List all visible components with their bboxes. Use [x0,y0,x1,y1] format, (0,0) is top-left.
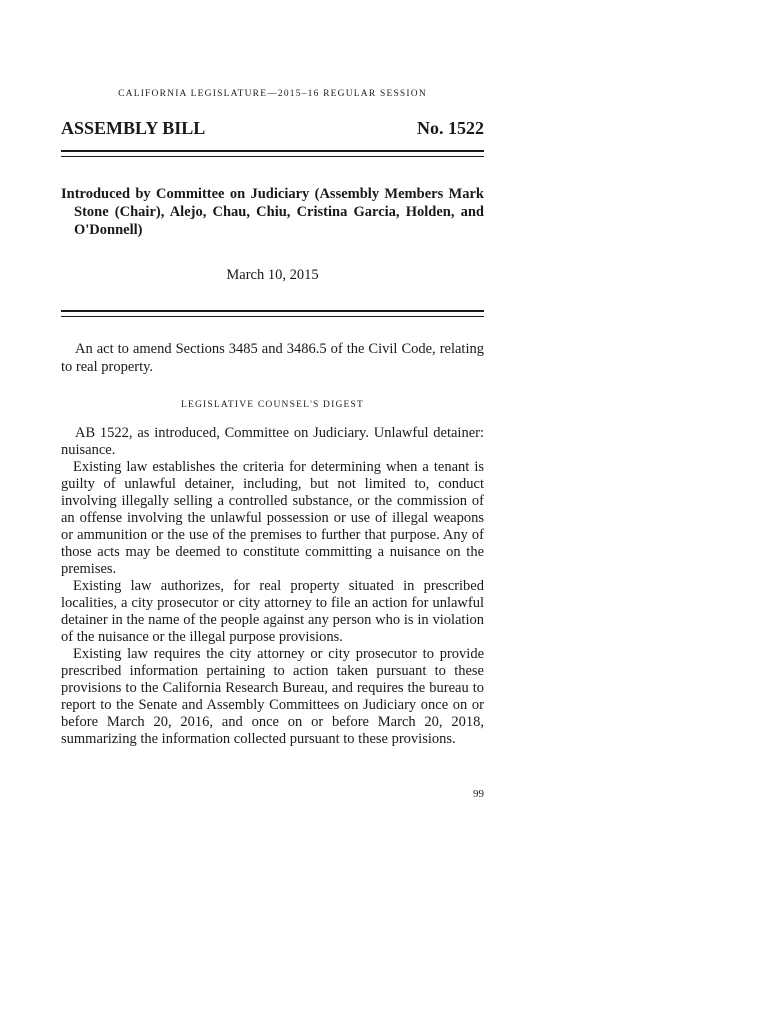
digest-heading: LEGISLATIVE COUNSEL'S DIGEST [180,400,365,410]
digest-body [61,425,484,748]
header-divider [61,150,484,157]
introduced-by: Introduced by Committee on Judiciary (Assembly Members Mark Stone (Chair), Alejo, Chau, Chiu, Cristina Garcia, Holden, and O'Donnell) [61,186,484,238]
act-description: An act to amend Sections 3485 and 3486.5 of the Civil Code, relating to real property. [61,341,484,375]
digest-paragraph: Existing law requires the city attorney or city prosecutor to provide prescribed information pertaining to action taken pursuant to these provisions to the California Research Bureau, and requires the bureau to report to the Senate and Assembly Committees on Judiciary once on or before March 20, 2016, and once on or before March 20, 2018, summarizing the information collected pursuant to these provisions. [61,646,484,747]
section-divider [61,310,484,317]
digest-paragraph: AB 1522, as introduced, Committee on Judiciary. Unlawful detainer: nuisance. [61,425,484,458]
bill-type: ASSEMBLY BILL [61,118,206,138]
digest-paragraph: Existing law authorizes, for real property situated in prescribed localities, a city prosecutor or city attorney to file an action for unlawful detainer in the name of the people against any person who is in violation of the nuisance or the illegal purpose provisions. [61,578,484,645]
bill-number: No. 1522 [417,118,484,138]
running-head: CALIFORNIA LEGISLATURE—2015–16 REGULAR SESSION [118,89,427,99]
introduction-date: March 10, 2015 [226,267,319,283]
bill-title-row [61,118,484,139]
page-number: 99 [473,788,484,800]
digest-paragraph: Existing law establishes the criteria for determining when a tenant is guilty of unlawful detainer, including, but not limited to, conduct involving illegally selling a controlled substance, or the commission of an offense involving the unlawful possession or use of illegal weapons or ammunition or the use of the premises to further that purpose. Any of those acts may be deemed to constitute committing a nuisance on the premises. [61,459,484,577]
